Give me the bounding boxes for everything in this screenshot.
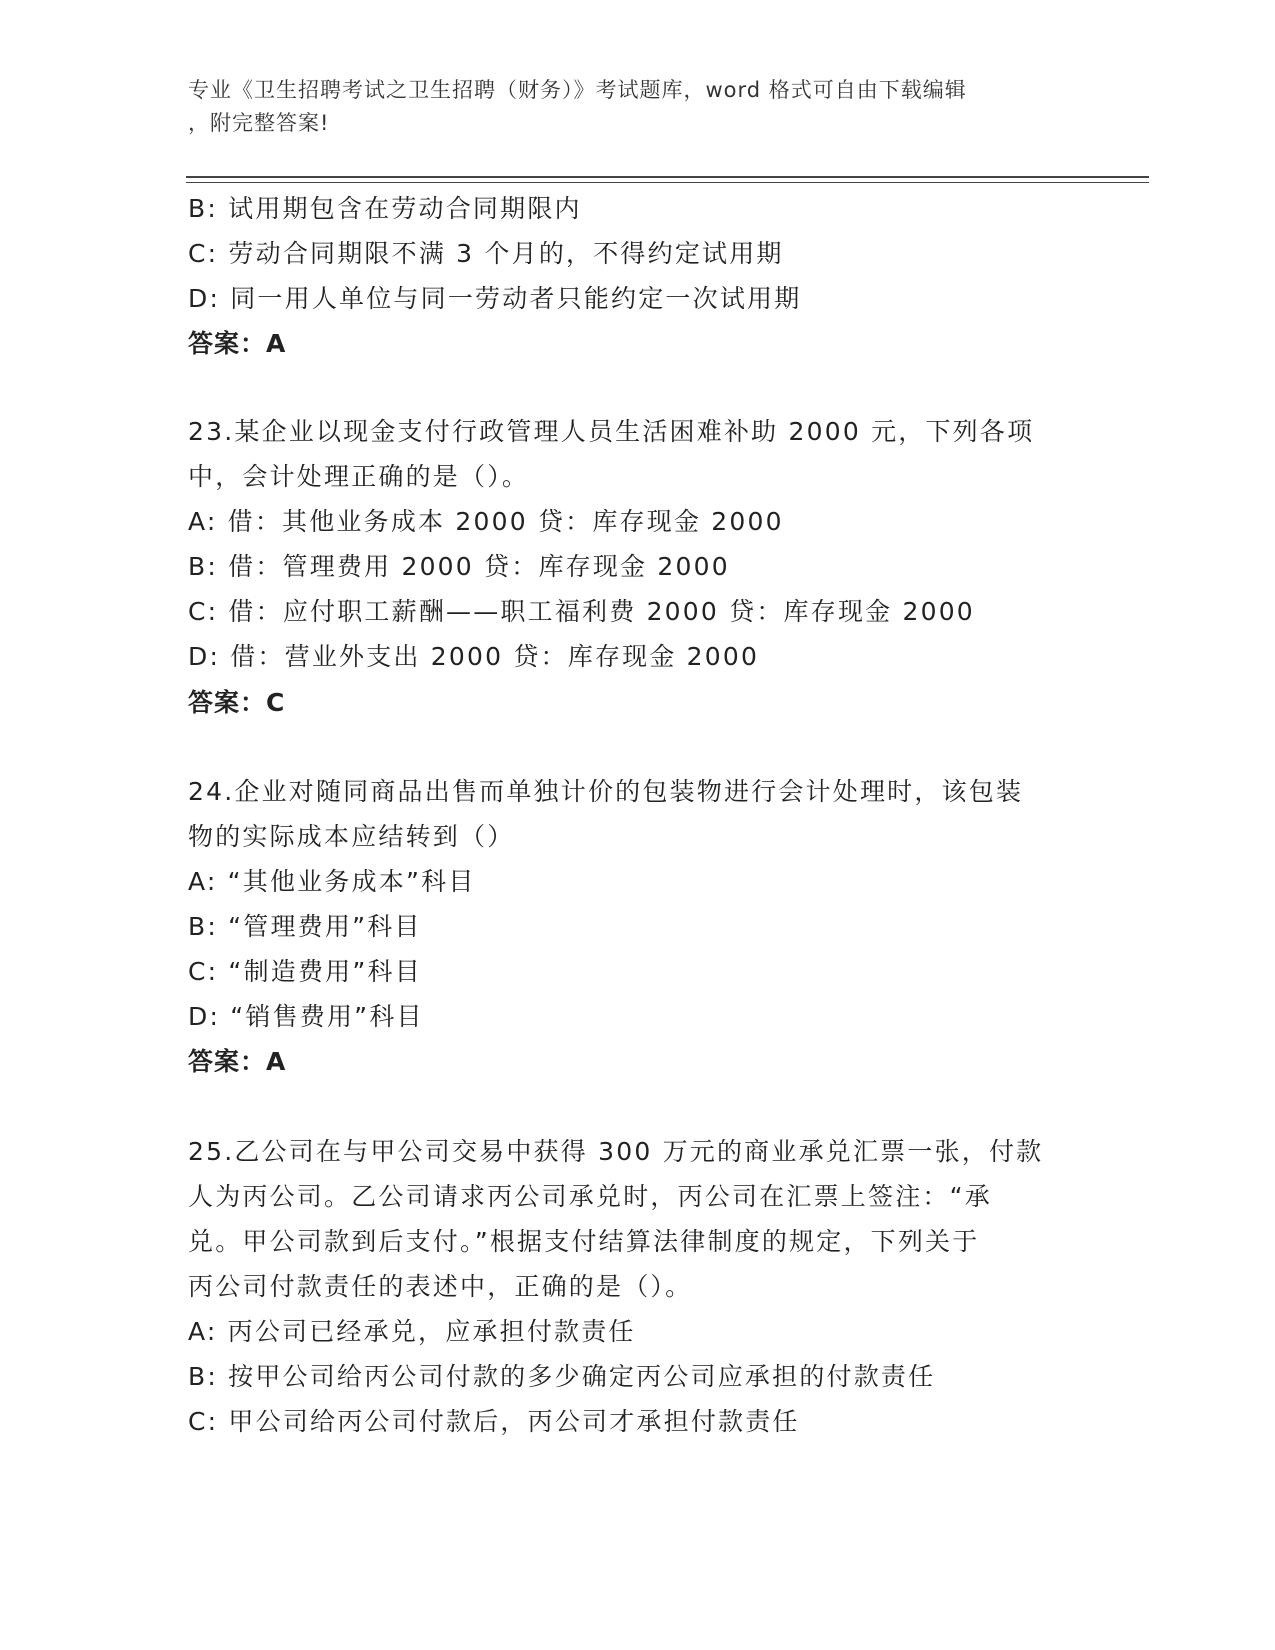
header-line-1: 专业《卫生招聘考试之卫生招聘（财务）》考试题库，word 格式可自由下载编辑 [188,78,967,102]
q25-option-a: A: 丙公司已经承兑，应承担付款责任 [188,1317,636,1346]
q24-stem-line-1: 24.企业对随同商品出售而单独计价的包装物进行会计处理时，该包装 [188,777,1024,806]
q24-option-a: A: “其他业务成本”科目 [188,867,476,896]
q24-answer: 答案：A [188,1047,287,1076]
q24-option-c: C: “制造费用”科目 [188,957,422,986]
q25-stem-line-4: 丙公司付款责任的表述中，正确的是（）。 [188,1272,693,1301]
q23-stem-line-1: 23.某企业以现金支付行政管理人员生活困难补助 2000 元，下列各项 [188,417,1035,446]
q22-option-c: C: 劳动合同期限不满 3 个月的，不得约定试用期 [188,239,784,268]
q25-option-c: C: 甲公司给丙公司付款后，丙公司才承担付款责任 [188,1407,800,1436]
q23-option-a: A: 借：其他业务成本 2000 贷：库存现金 2000 [188,507,784,536]
q24-option-b: B: “管理费用”科目 [188,912,422,941]
q24-option-d: D: “销售费用”科目 [188,1002,424,1031]
q25-stem-line-2: 人为丙公司。乙公司请求丙公司承兑时，丙公司在汇票上签注：“承 [188,1182,992,1211]
q23-option-d: D: 借：营业外支出 2000 贷：库存现金 2000 [188,642,760,671]
q22-answer: 答案：A [188,329,287,358]
q23-option-c: C: 借：应付职工薪酬——职工福利费 2000 贷：库存现金 2000 [188,597,975,626]
q24-stem-line-2: 物的实际成本应结转到（） [188,822,515,851]
q23-option-b: B: 借：管理费用 2000 贷：库存现金 2000 [188,552,730,581]
q25-option-b: B: 按甲公司给丙公司付款的多少确定丙公司应承担的付款责任 [188,1362,936,1391]
q22-option-b: B: 试用期包含在劳动合同期限内 [188,194,582,223]
document-header [188,74,1068,140]
q25-stem-line-1: 25.乙公司在与甲公司交易中获得 300 万元的商业承兑汇票一张，付款 [188,1137,1044,1166]
header-line-2: ，附完整答案! [188,111,330,135]
q23-answer: 答案：C [188,688,286,717]
header-divider-thin [186,182,1149,183]
q23-stem-line-2: 中，会计处理正确的是（）。 [188,462,530,491]
q25-stem-line-3: 兑。甲公司款到后支付。”根据支付结算法律制度的规定，下列关于 [188,1227,980,1256]
q22-option-d: D: 同一用人单位与同一劳动者只能约定一次试用期 [188,284,802,313]
header-divider-thick [186,176,1149,178]
